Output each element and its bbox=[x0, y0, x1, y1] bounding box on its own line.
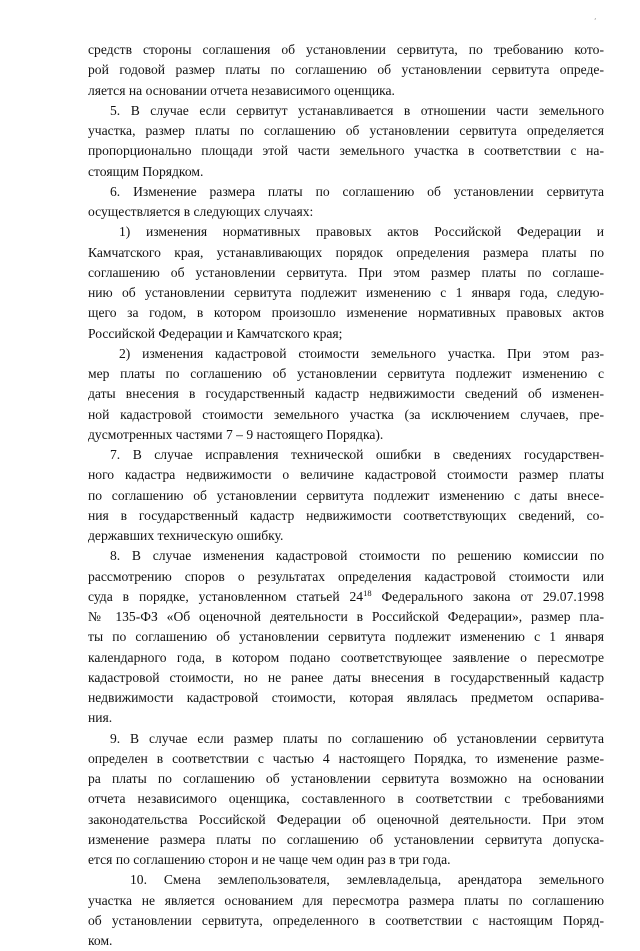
text-line: 10. Смена землепользователя, землевладельца, арендатора земельного bbox=[130, 872, 604, 888]
text-line: календарного года, в котором подано соответствующее заявление о пересмотре bbox=[88, 649, 604, 665]
document-body bbox=[88, 40, 604, 951]
text-line: об установлении сервитута, определенного в соответствии с настоящим Поряд- bbox=[88, 912, 604, 928]
text-line: соглашению об установлении сервитута. При этом размер платы по соглаше- bbox=[88, 264, 604, 280]
text-line: по соглашению об установлении сервитута подлежит изменению с даты внесе- bbox=[88, 487, 604, 503]
text-line: отчета независимого оценщика, составленного в соответствии с требованиями bbox=[88, 791, 604, 807]
article-reference-text: суда в порядке, установленном статьей 24 bbox=[88, 588, 364, 604]
text-line: стоящим Порядком. bbox=[88, 163, 204, 179]
paragraph-7 bbox=[88, 445, 604, 546]
text-line: щего за годом, в котором произошло изменение нормативных правовых актов bbox=[88, 305, 604, 321]
text-line: 2) изменения кадастровой стоимости земельного участка. При этом раз- bbox=[119, 345, 604, 361]
federal-law-reference: Федерального закона от 29.07.1998 bbox=[371, 588, 604, 604]
text-line: средств стороны соглашения об установлении сервитута, по требованию кото- bbox=[88, 42, 604, 57]
text-line: № 135-ФЗ «Об оценочной деятельности в Российской Федерации», размер пла- bbox=[88, 609, 604, 624]
corner-mark: , bbox=[594, 12, 597, 21]
text-line: 9. В случае если размер платы по соглашению об установлении сервитута bbox=[110, 730, 604, 746]
text-line: 7. В случае исправления технической ошибки в сведениях государствен- bbox=[110, 447, 604, 462]
text-line bbox=[88, 587, 604, 607]
text-line: даты внесения в государственный кадастр недвижимости сведений об изменен- bbox=[88, 386, 604, 402]
text-line: ния. bbox=[88, 710, 113, 726]
paragraph-continuation bbox=[88, 40, 604, 101]
text-line: 8. В случае изменения кадастровой стоимости по решению комиссии по bbox=[110, 548, 604, 564]
text-line: 6. Изменение размера платы по соглашению об установлении сервитута bbox=[110, 183, 604, 199]
text-line: законодательства Российской Федерации об оценочной деятельности. При этом bbox=[88, 811, 604, 827]
text-line: ты по соглашению об установлении сервитута подлежит изменению с 1 января bbox=[88, 629, 604, 645]
text-line: осуществляется в следующих случаях: bbox=[88, 204, 314, 219]
text-line: державших техническую ошибку. bbox=[88, 528, 284, 543]
paragraph-6 bbox=[88, 182, 604, 223]
paragraph-8 bbox=[88, 546, 604, 728]
text-line: ного кадастра недвижимости о величине кадастровой стоимости размер платы bbox=[88, 467, 604, 483]
text-line: ком. bbox=[88, 933, 113, 948]
text-line: недвижимости кадастровой стоимости, которая являлась предметом оспарива- bbox=[88, 690, 604, 705]
text-line: изменение размера платы по соглашению об установлении сервитута допуска- bbox=[88, 831, 604, 847]
paragraph-6-item-2 bbox=[88, 344, 604, 445]
text-line: кадастровой стоимости, но не ранее даты внесения в государственный кадастр bbox=[88, 669, 604, 685]
paragraph-6-item-1 bbox=[88, 222, 604, 344]
text-line: участка, размер платы по соглашению об установлении сервитута определяется bbox=[88, 123, 604, 138]
text-line: Камчатского края, устанавливающих порядок определения размера платы по bbox=[88, 244, 604, 260]
text-line: 1) изменения нормативных правовых актов Российской Федерации и bbox=[119, 224, 604, 240]
text-line: определен в соответствии с частью 4 настоящего Порядка, то изменение разме- bbox=[88, 750, 604, 766]
paragraph-9 bbox=[88, 729, 604, 871]
text-line: мер платы по соглашению об установлении сервитута подлежит изменению с bbox=[88, 366, 604, 381]
paragraph-5 bbox=[88, 101, 604, 182]
paragraph-10 bbox=[88, 870, 604, 951]
text-line: рассмотрению споров о результатах определения кадастровой стоимости или bbox=[88, 568, 604, 584]
text-line: 5. В случае если сервитут устанавливается в отношении части земельного bbox=[110, 102, 604, 118]
text-line: дусмотренных частями 7 – 9 настоящего Порядка). bbox=[88, 426, 384, 442]
article-superscript: 18 bbox=[363, 587, 372, 598]
text-line: ной кадастровой стоимости земельного участка (за исключением случаев, пре- bbox=[88, 406, 604, 422]
text-line: участка не является основанием для пересмотра размера платы по соглашению bbox=[88, 892, 604, 908]
text-line: нию об установлении сервитута подлежит изменению с 1 января года, следую- bbox=[88, 285, 604, 300]
text-line: рой годовой размер платы по соглашению об установлении сервитута опреде- bbox=[88, 62, 604, 78]
text-line: ляется на основании отчета независимого оценщика. bbox=[88, 82, 395, 98]
text-line: Российской Федерации и Камчатского края; bbox=[88, 325, 343, 341]
text-line: ния в государственный кадастр недвижимости соответствующих сведений, со- bbox=[88, 507, 604, 523]
text-line: ется по соглашению сторон и не чаще чем один раз в три года. bbox=[88, 852, 451, 867]
text-line: ра платы по соглашению об установлении сервитута возможно на основании bbox=[88, 771, 604, 786]
text-line: пропорционально площади этой части земельного участка в соответствии с на- bbox=[88, 143, 604, 159]
